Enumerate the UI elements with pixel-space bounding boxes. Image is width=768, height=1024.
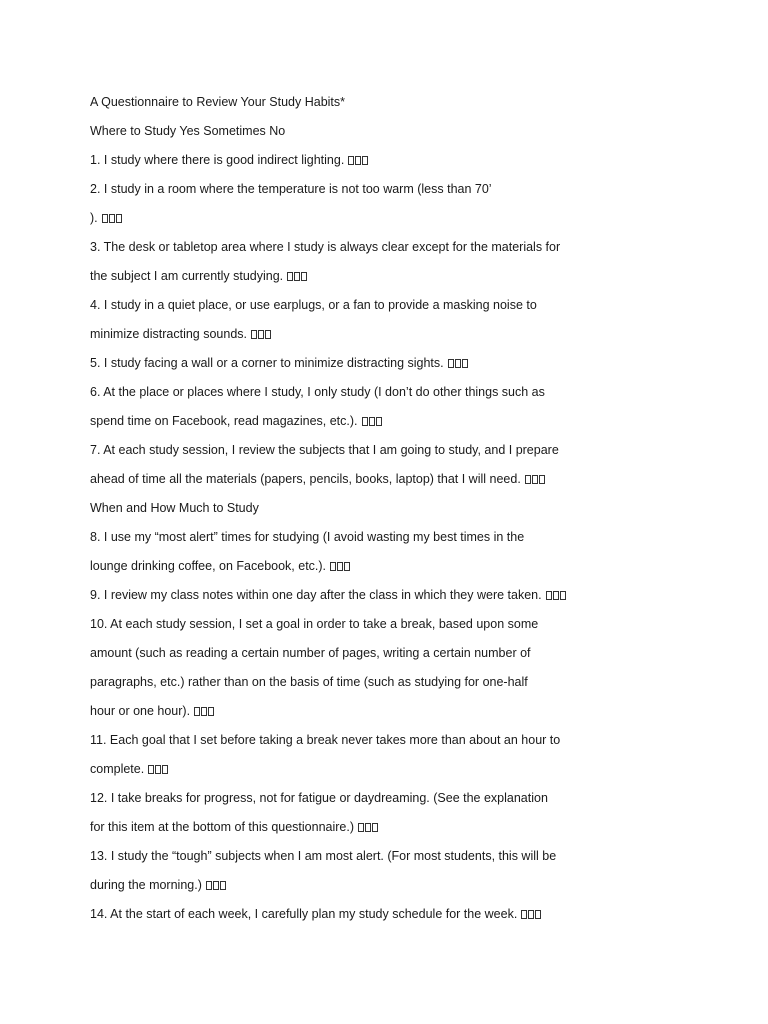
- checkbox-sometimes[interactable]: [528, 910, 534, 919]
- line-text: 3. The desk or tabletop area where I study is always clear except for the materials for: [90, 240, 561, 254]
- line-text: complete.: [90, 762, 145, 776]
- text-line: [90, 552, 730, 581]
- checkbox-yes[interactable]: [206, 881, 212, 890]
- text-line: [90, 436, 730, 465]
- answer-checkboxes: [206, 881, 227, 890]
- checkbox-sometimes[interactable]: [553, 591, 559, 600]
- checkbox-no[interactable]: [301, 272, 307, 281]
- checkbox-sometimes[interactable]: [369, 417, 375, 426]
- checkbox-no[interactable]: [344, 562, 350, 571]
- checkbox-no[interactable]: [376, 417, 382, 426]
- checkbox-sometimes[interactable]: [213, 881, 219, 890]
- line-text: Where to Study Yes Sometimes No: [90, 124, 286, 138]
- checkbox-yes[interactable]: [448, 359, 454, 368]
- line-text: 8. I use my “most alert” times for studying (I avoid wasting my best times in the: [90, 530, 525, 544]
- text-line: [90, 465, 730, 494]
- text-line: [90, 784, 730, 813]
- answer-checkboxes: [348, 156, 369, 165]
- checkbox-sometimes[interactable]: [455, 359, 461, 368]
- text-line: [90, 668, 730, 697]
- checkbox-yes[interactable]: [521, 910, 527, 919]
- text-line: [90, 320, 730, 349]
- checkbox-no[interactable]: [162, 765, 168, 774]
- line-text: 10. At each study session, I set a goal in order to take a break, based upon some: [90, 617, 539, 631]
- text-line: [90, 581, 730, 610]
- answer-checkboxes: [194, 707, 215, 716]
- text-line: [90, 842, 730, 871]
- text-line: [90, 291, 730, 320]
- checkbox-no[interactable]: [535, 910, 541, 919]
- text-line: [90, 813, 730, 842]
- text-line: [90, 262, 730, 291]
- line-text: 12. I take breaks for progress, not for fatigue or daydreaming. (See the explanation: [90, 791, 548, 805]
- line-text: 13. I study the “tough” subjects when I am most alert. (For most students, this will be: [90, 849, 557, 863]
- line-text: 5. I study facing a wall or a corner to minimize distracting sights.: [90, 356, 444, 370]
- line-text: amount (such as reading a certain number of pages, writing a certain number of: [90, 646, 531, 660]
- checkbox-yes[interactable]: [362, 417, 368, 426]
- text-line: [90, 639, 730, 668]
- checkbox-sometimes[interactable]: [355, 156, 361, 165]
- checkbox-yes[interactable]: [525, 475, 531, 484]
- text-line: [90, 871, 730, 900]
- text-line: [90, 407, 730, 436]
- answer-checkboxes: [330, 562, 351, 571]
- line-text: hour or one hour).: [90, 704, 191, 718]
- line-text: 1. I study where there is good indirect lighting.: [90, 153, 345, 167]
- line-text: When and How Much to Study: [90, 501, 259, 515]
- line-text: during the morning.): [90, 878, 202, 892]
- checkbox-yes[interactable]: [358, 823, 364, 832]
- line-text: 11. Each goal that I set before taking a break never takes more than about an hour to: [90, 733, 561, 747]
- answer-checkboxes: [148, 765, 169, 774]
- answer-checkboxes: [448, 359, 469, 368]
- answer-checkboxes: [362, 417, 383, 426]
- checkbox-yes[interactable]: [148, 765, 154, 774]
- checkbox-yes[interactable]: [102, 214, 108, 223]
- checkbox-sometimes[interactable]: [337, 562, 343, 571]
- checkbox-no[interactable]: [372, 823, 378, 832]
- text-line: [90, 755, 730, 784]
- line-text: lounge drinking coffee, on Facebook, etc.).: [90, 559, 327, 573]
- text-line: [90, 146, 730, 175]
- line-text: A Questionnaire to Review Your Study Habits*: [90, 95, 346, 109]
- answer-checkboxes: [102, 214, 123, 223]
- checkbox-yes[interactable]: [194, 707, 200, 716]
- checkbox-sometimes[interactable]: [294, 272, 300, 281]
- line-text: paragraphs, etc.) rather than on the basis of time (such as studying for one-half: [90, 675, 528, 689]
- text-line: [90, 610, 730, 639]
- line-text: for this item at the bottom of this questionnaire.): [90, 820, 355, 834]
- checkbox-no[interactable]: [208, 707, 214, 716]
- text-line: [90, 378, 730, 407]
- checkbox-sometimes[interactable]: [155, 765, 161, 774]
- answer-checkboxes: [525, 475, 546, 484]
- text-line: [90, 88, 730, 117]
- line-text: 4. I study in a quiet place, or use earplugs, or a fan to provide a masking noise to: [90, 298, 537, 312]
- checkbox-no[interactable]: [220, 881, 226, 890]
- text-line: [90, 494, 730, 523]
- text-line: [90, 349, 730, 378]
- checkbox-no[interactable]: [462, 359, 468, 368]
- checkbox-sometimes[interactable]: [201, 707, 207, 716]
- text-line: [90, 175, 730, 204]
- text-line: [90, 204, 730, 233]
- line-text: the subject I am currently studying.: [90, 269, 284, 283]
- checkbox-yes[interactable]: [251, 330, 257, 339]
- checkbox-yes[interactable]: [348, 156, 354, 165]
- line-text: ).: [90, 211, 98, 225]
- line-text: spend time on Facebook, read magazines, etc.).: [90, 414, 358, 428]
- answer-checkboxes: [546, 591, 567, 600]
- questionnaire-text: [90, 88, 730, 929]
- answer-checkboxes: [287, 272, 308, 281]
- checkbox-no[interactable]: [265, 330, 271, 339]
- checkbox-no[interactable]: [539, 475, 545, 484]
- checkbox-sometimes[interactable]: [365, 823, 371, 832]
- text-line: [90, 523, 730, 552]
- checkbox-yes[interactable]: [287, 272, 293, 281]
- line-text: 7. At each study session, I review the subjects that I am going to study, and I prepare: [90, 443, 559, 457]
- line-text: 9. I review my class notes within one day after the class in which they were taken.: [90, 588, 542, 602]
- checkbox-sometimes[interactable]: [532, 475, 538, 484]
- checkbox-sometimes[interactable]: [258, 330, 264, 339]
- text-line: [90, 900, 730, 929]
- answer-checkboxes: [251, 330, 272, 339]
- checkbox-sometimes[interactable]: [109, 214, 115, 223]
- checkbox-yes[interactable]: [546, 591, 552, 600]
- line-text: 14. At the start of each week, I carefully plan my study schedule for the week.: [90, 907, 518, 921]
- checkbox-no[interactable]: [362, 156, 368, 165]
- checkbox-no[interactable]: [560, 591, 566, 600]
- checkbox-yes[interactable]: [330, 562, 336, 571]
- line-text: 6. At the place or places where I study, I only study (I don’t do other things such as: [90, 385, 545, 399]
- checkbox-no[interactable]: [116, 214, 122, 223]
- text-line: [90, 697, 730, 726]
- text-line: [90, 117, 730, 146]
- answer-checkboxes: [358, 823, 379, 832]
- text-line: [90, 726, 730, 755]
- line-text: ahead of time all the materials (papers, pencils, books, laptop) that I will need.: [90, 472, 521, 486]
- line-text: minimize distracting sounds.: [90, 327, 248, 341]
- line-text: 2. I study in a room where the temperature is not too warm (less than 70’: [90, 182, 492, 196]
- text-line: [90, 233, 730, 262]
- answer-checkboxes: [521, 910, 542, 919]
